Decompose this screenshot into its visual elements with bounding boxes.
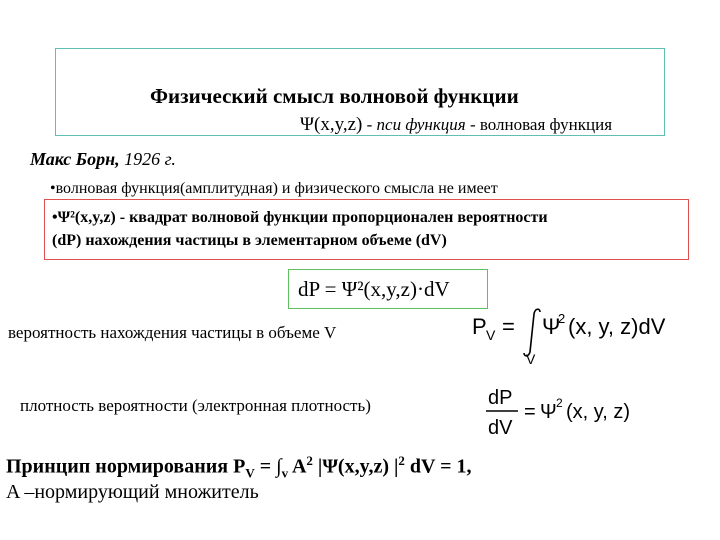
probability-integral-equation bbox=[472, 304, 682, 366]
eq2-power: 2 bbox=[556, 396, 563, 410]
eq2-numerator: dP bbox=[488, 387, 513, 409]
normalization-p: P bbox=[233, 455, 246, 478]
wave-function-name: волновая функция bbox=[479, 115, 613, 134]
normalization-integral: = ∫ bbox=[254, 455, 282, 478]
probability-label: вероятность нахождения частицы в объеме V bbox=[8, 323, 337, 342]
normalization-body-power: 2 bbox=[398, 453, 405, 468]
page-title: Физический смысл волновой функции bbox=[150, 84, 519, 108]
bullet-psi-squared bbox=[52, 206, 548, 252]
eq2-args: (x, y, z) bbox=[566, 401, 631, 423]
eq1-args: (x, y, z)dV bbox=[568, 314, 666, 339]
subtitle-separator-1: - bbox=[362, 115, 377, 134]
eq2-denominator: dV bbox=[488, 417, 513, 439]
eq1-power: 2 bbox=[558, 311, 566, 326]
subtitle-separator-2: - bbox=[465, 115, 480, 134]
normalization-principle bbox=[6, 453, 472, 482]
eq2-psi: Ψ bbox=[540, 401, 557, 423]
eq1-lhs: P bbox=[472, 314, 487, 339]
author-name: Макс Борн, bbox=[30, 149, 120, 169]
normalization-integral-sub: v bbox=[281, 465, 289, 481]
normalization-tail: dV = 1, bbox=[404, 455, 472, 478]
bullet-psi-squared-line2: (dP) нахождения частицы в элементарном объеме (dV) bbox=[52, 232, 447, 249]
normalization-factor-power: 2 bbox=[306, 453, 313, 468]
psi-expression: Ψ(x,y,z) bbox=[300, 114, 363, 135]
author-year: 1926 г. bbox=[119, 149, 176, 169]
bullet-amplitude: •волновая функция(амплитудная) и физического смысла не имеет bbox=[50, 180, 498, 197]
eq2-equals: = bbox=[524, 401, 536, 423]
eq1-lower-limit: V bbox=[526, 351, 536, 366]
eq1-equals: = bbox=[502, 314, 515, 339]
bullet-psi-squared-line1: •Ψ²(x,y,z) - квадрат волновой функции пропорционален вероятности bbox=[52, 209, 548, 226]
normalization-body: |Ψ(x,y,z) | bbox=[312, 455, 399, 478]
density-equation bbox=[480, 384, 640, 442]
integral-sign bbox=[524, 309, 540, 356]
subtitle bbox=[300, 114, 612, 136]
density-label: плотность вероятности (электронная плотность) bbox=[20, 396, 371, 415]
psi-function-name: пси функция bbox=[376, 115, 466, 134]
eq1-psi: Ψ bbox=[542, 314, 561, 339]
eq1-lhs-sub: V bbox=[486, 327, 496, 343]
normalization-factor-note: A –нормирующий множитель bbox=[6, 481, 259, 503]
author-line bbox=[30, 149, 176, 170]
normalization-factor: A bbox=[288, 455, 307, 478]
normalization-p-sub: V bbox=[245, 465, 255, 481]
normalization-label: Принцип нормирования bbox=[6, 455, 234, 478]
probability-formula: dP = Ψ²(x,y,z)·dV bbox=[298, 277, 450, 301]
